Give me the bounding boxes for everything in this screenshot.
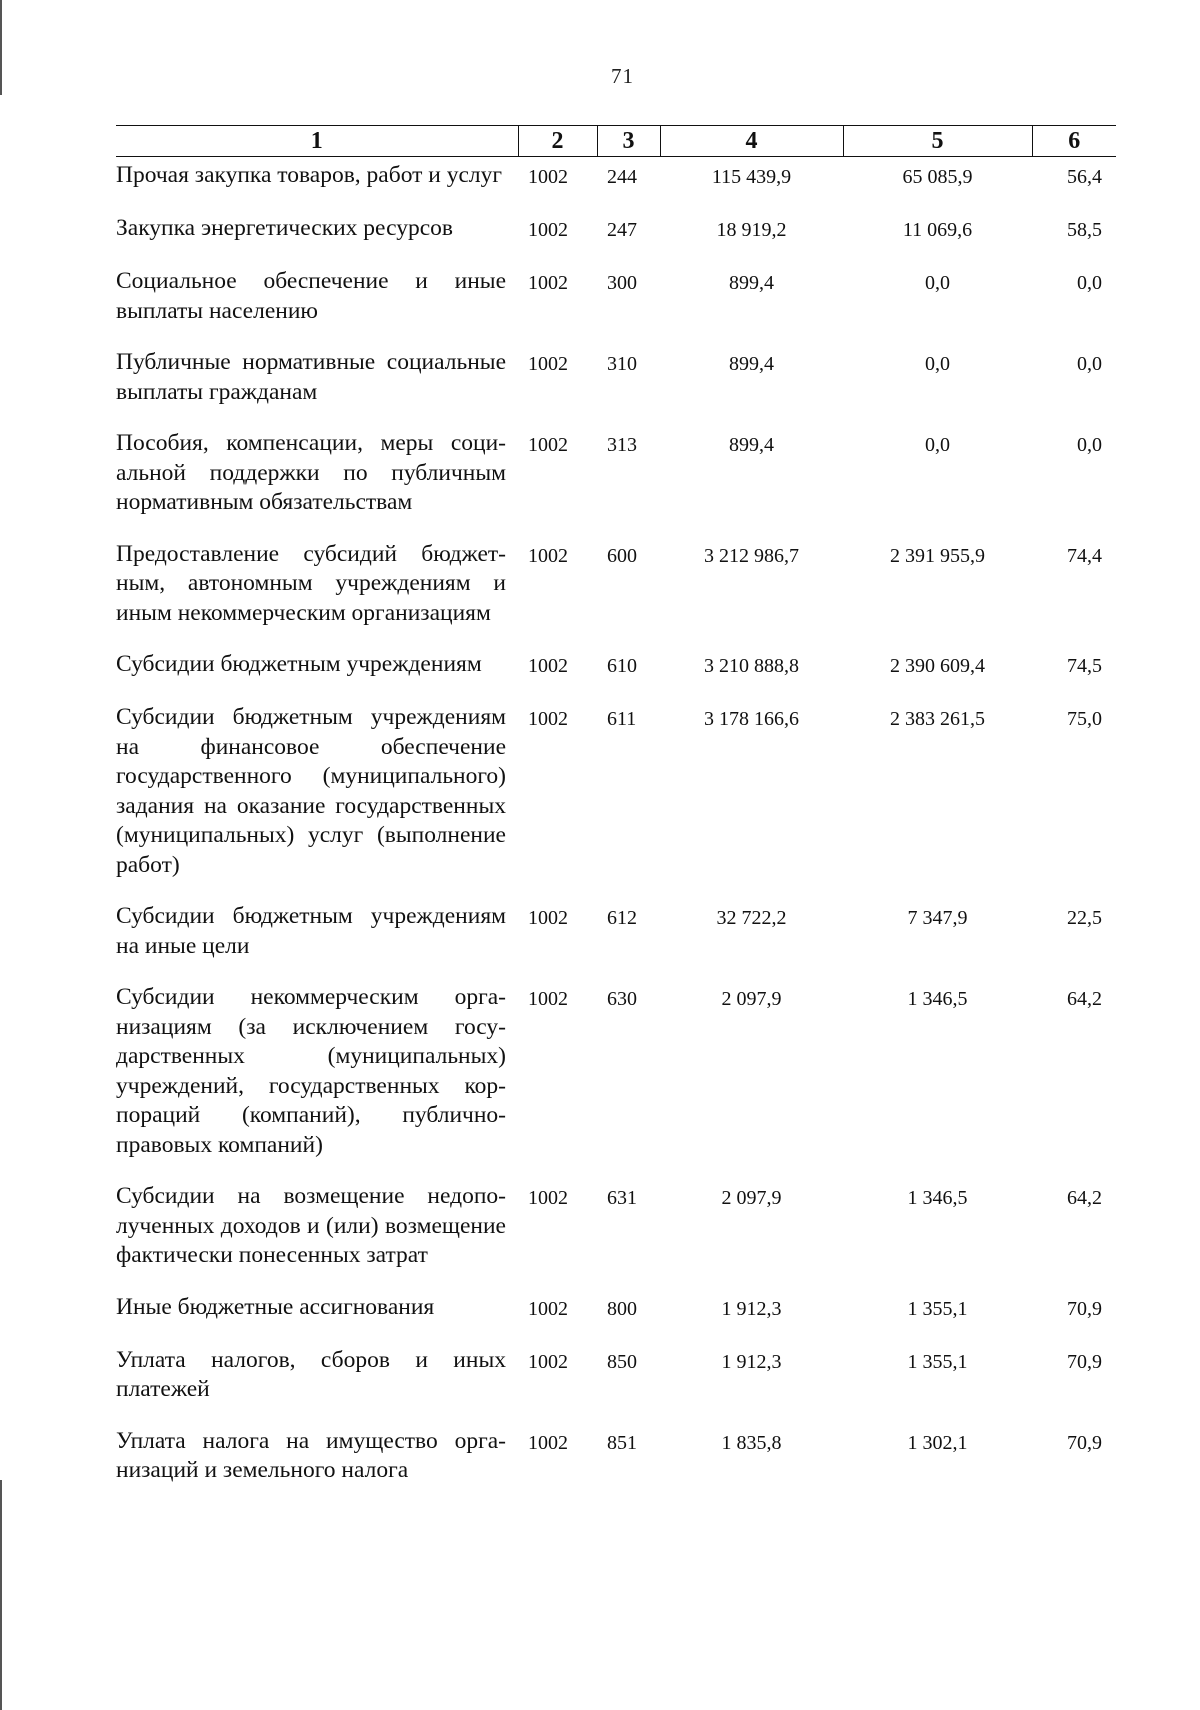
expense-type-code: 612 [607, 907, 637, 929]
executed-amount: 0,0 [925, 353, 950, 375]
table-row [116, 1289, 1116, 1342]
expense-type-code: 247 [607, 219, 637, 241]
planned-amount: 3 212 986,7 [704, 544, 799, 567]
row-label: Субсидии бюджетным учреждениям на финансовое обеспечение государственного (муниципального) задания на оказание государственных (муниципальных) услуг (выполнение работ) [116, 704, 506, 878]
planned-amount: 2 097,9 [721, 1187, 782, 1209]
section-code: 1002 [528, 434, 568, 456]
executed-amount: 1 355,1 [907, 1350, 968, 1373]
executed-amount: 0,0 [925, 434, 950, 456]
section-code: 1002 [528, 907, 568, 929]
execution-percent: 56,4 [1067, 166, 1102, 188]
expense-type-code: 851 [607, 1431, 637, 1454]
row-label: Уплата налога на имущество организаций и земельного налога [116, 1427, 506, 1483]
execution-percent: 0,0 [1077, 272, 1102, 294]
section-code: 1002 [528, 1350, 568, 1373]
row-label: Предоставление субсидий бюджетным, автономным учреждениям и иным некоммерческим организациям [116, 540, 506, 626]
row-label: Закупка энергетических ресурсов [116, 215, 453, 241]
column-header-6: 6 [1032, 126, 1116, 157]
section-code: 1002 [528, 988, 568, 1010]
expense-type-code: 631 [607, 1187, 637, 1209]
expense-type-code: 611 [607, 708, 637, 730]
planned-amount: 3 178 166,6 [704, 708, 799, 730]
execution-percent: 70,9 [1067, 1350, 1102, 1373]
column-header-5: 5 [843, 126, 1032, 157]
executed-amount: 1 346,5 [907, 1187, 968, 1209]
planned-amount: 899,4 [729, 434, 774, 456]
row-label: Субсидии некоммерческим организациям (за исключением государственных (муниципальных) учреждений, государственных корпораций (компаний), публично-правовых компаний) [116, 984, 506, 1158]
planned-amount: 32 722,2 [716, 907, 787, 929]
scan-margin-line [0, 1480, 2, 1710]
expense-type-code: 610 [607, 655, 637, 677]
table-row [116, 263, 1116, 344]
table-row [116, 344, 1116, 425]
section-code: 1002 [528, 219, 568, 241]
table-header [116, 126, 1116, 157]
execution-percent: 64,2 [1067, 1187, 1102, 1209]
planned-amount: 1 835,8 [721, 1431, 782, 1454]
executed-amount: 1 355,1 [907, 1297, 968, 1320]
executed-amount: 0,0 [925, 272, 950, 294]
section-code: 1002 [528, 544, 568, 567]
row-label: Субсидии на возмещение недополученных доходов и (или) возмещение фактически понесенных затрат [116, 1183, 506, 1268]
execution-percent: 74,4 [1067, 544, 1102, 567]
row-label: Иные бюджетные ассигнования [116, 1293, 435, 1320]
row-label: Субсидии бюджетным учреждениям на иные цели [116, 903, 506, 959]
expense-type-code: 300 [607, 272, 637, 294]
table-row [116, 1178, 1116, 1289]
executed-amount: 1 302,1 [907, 1431, 968, 1454]
expense-type-code: 310 [607, 353, 637, 375]
executed-amount: 2 390 609,4 [890, 655, 985, 677]
planned-amount: 899,4 [729, 353, 774, 375]
table-row [116, 979, 1116, 1178]
column-header-2: 2 [518, 126, 597, 157]
planned-amount: 115 439,9 [711, 166, 792, 188]
header-row [116, 126, 1116, 157]
column-header-3: 3 [597, 126, 660, 157]
section-code: 1002 [528, 166, 568, 188]
execution-percent: 70,9 [1067, 1431, 1102, 1454]
executed-amount: 1 346,5 [907, 988, 968, 1010]
budget-table [116, 125, 1116, 1504]
expense-type-code: 800 [607, 1297, 637, 1320]
page-number: 71 [611, 64, 634, 88]
table-row [116, 157, 1116, 211]
planned-amount: 18 919,2 [716, 219, 787, 241]
column-header-1: 1 [116, 126, 518, 157]
section-code: 1002 [528, 655, 568, 677]
execution-percent: 75,0 [1067, 708, 1102, 730]
table-row [116, 210, 1116, 263]
table-row [116, 1423, 1116, 1504]
executed-amount: 2 383 261,5 [890, 708, 985, 730]
column-header-4: 4 [660, 126, 843, 157]
table-row [116, 1342, 1116, 1423]
section-code: 1002 [528, 708, 568, 730]
planned-amount: 899,4 [729, 272, 774, 294]
execution-percent: 0,0 [1077, 353, 1102, 375]
planned-amount: 2 097,9 [721, 988, 782, 1010]
planned-amount: 1 912,3 [721, 1297, 782, 1320]
expense-type-code: 244 [607, 166, 637, 188]
table-row [116, 699, 1116, 898]
expense-type-code: 850 [607, 1350, 637, 1373]
row-label: Субсидии бюджетным учреждениям [116, 651, 482, 677]
table-row [116, 898, 1116, 979]
execution-percent: 74,5 [1067, 655, 1102, 677]
table-row [116, 646, 1116, 699]
executed-amount: 11 069,6 [902, 219, 973, 241]
row-label: Прочая закупка товаров, работ и услуг [116, 162, 503, 188]
execution-percent: 58,5 [1067, 219, 1102, 241]
execution-percent: 22,5 [1067, 907, 1102, 929]
execution-percent: 64,2 [1067, 988, 1102, 1010]
executed-amount: 2 391 955,9 [890, 544, 985, 567]
section-code: 1002 [528, 1431, 568, 1454]
expense-type-code: 630 [607, 988, 637, 1010]
expense-type-code: 313 [607, 434, 637, 456]
planned-amount: 3 210 888,8 [704, 655, 799, 677]
section-code: 1002 [528, 272, 568, 294]
execution-percent: 70,9 [1067, 1297, 1102, 1320]
planned-amount: 1 912,3 [721, 1350, 782, 1373]
table-body [116, 157, 1116, 1504]
table-row [116, 425, 1116, 536]
executed-amount: 65 085,9 [902, 166, 973, 188]
execution-percent: 0,0 [1077, 434, 1102, 456]
executed-amount: 7 347,9 [907, 907, 968, 929]
section-code: 1002 [528, 1297, 568, 1320]
section-code: 1002 [528, 1187, 568, 1209]
row-label: Пособия, компенсации, меры социальной поддержки по публичным нормативным обязательствам [116, 430, 506, 515]
table-row [116, 536, 1116, 647]
row-label: Социальное обеспечение и иные выплаты населению [116, 268, 506, 324]
section-code: 1002 [528, 353, 568, 375]
row-label: Публичные нормативные социальные выплаты гражданам [116, 349, 506, 405]
expense-type-code: 600 [607, 544, 637, 567]
row-label: Уплата налогов, сборов и иных платежей [116, 1346, 506, 1402]
